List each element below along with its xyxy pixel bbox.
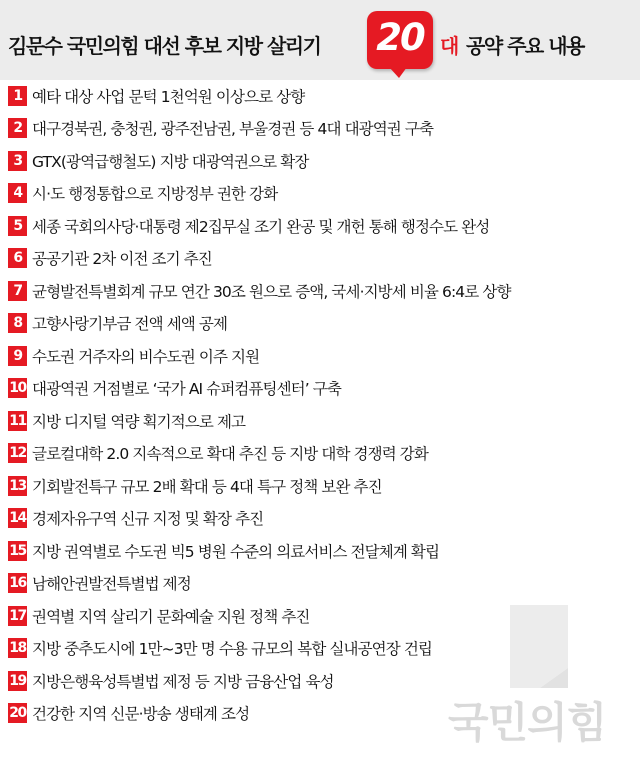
item-text: 지방 권역별로 수도권 빅5 병원 수준의 의료서비스 전달체계 확립 bbox=[32, 543, 440, 561]
list-item bbox=[8, 408, 245, 434]
list-item bbox=[8, 310, 227, 336]
party-logo-wordmark: 국민의힘 bbox=[448, 698, 607, 747]
item-number: 9 bbox=[8, 346, 27, 366]
item-number: 8 bbox=[8, 313, 27, 333]
list-item bbox=[8, 635, 432, 661]
item-number: 17 bbox=[9, 608, 26, 624]
title-prefix: 김문수 국민의힘 대선 후보 지방 살리기 bbox=[8, 34, 321, 58]
item-text: 지방은행육성특별법 제정 등 지방 금융산업 육성 bbox=[32, 673, 334, 691]
item-text: 경제자유구역 신규 지정 및 확장 추진 bbox=[32, 510, 264, 528]
item-text: 지방 디지털 역량 획기적으로 제고 bbox=[32, 413, 246, 431]
item-number: 3 bbox=[8, 151, 27, 171]
item-number: 2 bbox=[8, 118, 27, 138]
item-text: 수도권 거주자의 비수도권 이주 지원 bbox=[32, 348, 260, 366]
number-badge bbox=[367, 11, 433, 69]
list-item bbox=[8, 375, 341, 401]
item-text: 예타 대상 사업 문턱 1천억원 이상으로 상향 bbox=[32, 88, 305, 106]
item-text: 건강한 지역 신문·방송 생태계 조성 bbox=[32, 705, 250, 723]
item-number: 20 bbox=[9, 705, 26, 721]
item-text: 남해안권발전특별법 제정 bbox=[32, 575, 191, 593]
item-text: 대구경북권, 충청권, 광주전남권, 부울경권 등 4대 대광역권 구축 bbox=[32, 120, 434, 138]
item-text: GTX(광역급행철도) 지방 대광역권으로 확장 bbox=[32, 153, 309, 171]
item-text: 대광역권 거점별로 ‘국가 AI 슈퍼컴퓨팅센터’ 구축 bbox=[32, 380, 341, 398]
item-number: 5 bbox=[8, 216, 27, 236]
item-number: 19 bbox=[9, 673, 26, 689]
title-dae: 대 bbox=[440, 34, 460, 58]
item-text: 지방 중추도시에 1만~3만 명 수용 규모의 복합 실내공연장 건립 bbox=[32, 640, 432, 658]
item-number: 18 bbox=[9, 640, 26, 656]
item-number: 16 bbox=[9, 575, 26, 591]
item-number: 7 bbox=[8, 281, 27, 301]
list-item bbox=[8, 570, 191, 596]
list-item bbox=[8, 245, 212, 271]
item-text: 글로컬대학 2.0 지속적으로 확대 추진 등 지방 대학 경쟁력 강화 bbox=[32, 445, 428, 463]
list-item bbox=[8, 83, 304, 109]
list-item bbox=[8, 213, 489, 239]
list-item bbox=[8, 505, 263, 531]
list-item bbox=[8, 538, 439, 564]
list-item bbox=[8, 440, 428, 466]
item-text: 시·도 행정통합으로 지방정부 권한 강화 bbox=[32, 185, 278, 203]
badge-number: 20 bbox=[376, 16, 424, 59]
list-item bbox=[8, 603, 309, 629]
item-number: 15 bbox=[9, 543, 26, 559]
item-number: 12 bbox=[9, 445, 26, 461]
item-text: 고향사랑기부금 전액 세액 공제 bbox=[32, 315, 228, 333]
item-text: 세종 국회의사당·대통령 제2집무실 조기 완공 및 개헌 통해 행정수도 완성 bbox=[32, 218, 490, 236]
item-number: 6 bbox=[8, 248, 27, 268]
list-item bbox=[8, 668, 334, 694]
list-item bbox=[8, 473, 382, 499]
item-text: 균형발전특별회계 규모 연간 30조 원으로 증액, 국세·지방세 비율 6:4로 상향 bbox=[32, 283, 511, 301]
item-number: 11 bbox=[9, 413, 26, 429]
item-number: 10 bbox=[9, 380, 26, 396]
header-bar bbox=[0, 0, 640, 80]
item-number: 13 bbox=[9, 478, 26, 494]
item-number: 4 bbox=[8, 183, 27, 203]
list-item bbox=[8, 148, 308, 174]
item-text: 기회발전특구 규모 2배 확대 등 4대 특구 정책 보완 추진 bbox=[32, 478, 382, 496]
list-item bbox=[8, 115, 433, 141]
item-text: 공공기관 2차 이전 조기 추진 bbox=[32, 250, 212, 268]
list-item bbox=[8, 180, 277, 206]
item-text: 권역별 지역 살리기 문화예술 지원 정책 추진 bbox=[32, 608, 310, 626]
list-item bbox=[8, 343, 259, 369]
item-number: 1 bbox=[8, 86, 27, 106]
list-item bbox=[8, 278, 511, 304]
item-number: 14 bbox=[9, 510, 26, 526]
list-item bbox=[8, 700, 249, 726]
title-suffix: 공약 주요 내용 bbox=[466, 34, 584, 58]
